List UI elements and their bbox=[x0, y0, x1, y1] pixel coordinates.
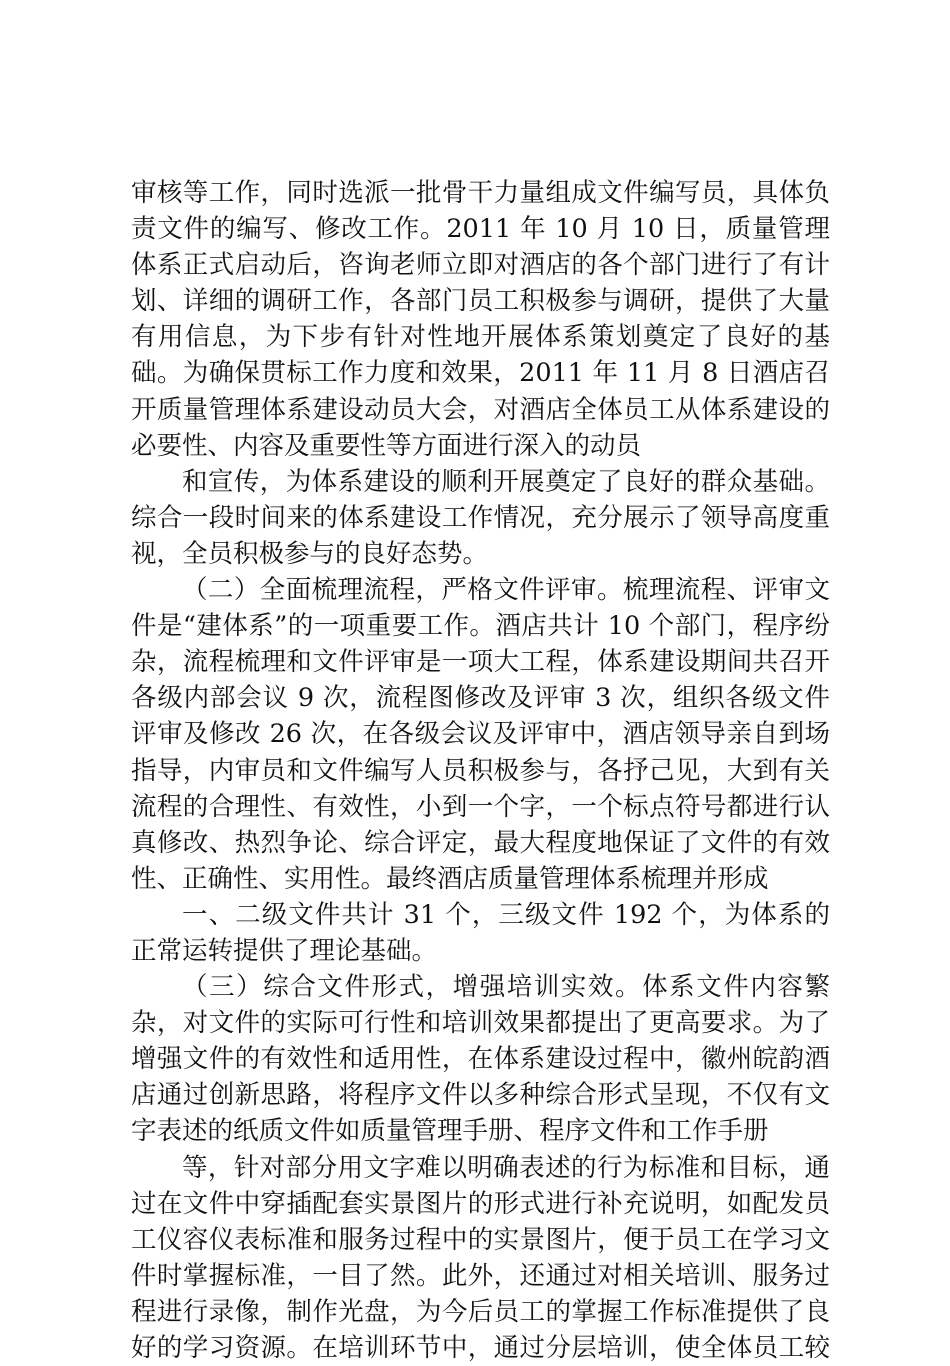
document-body bbox=[131, 175, 830, 1366]
paragraph-3: （二）全面梳理流程，严格文件评审。梳理流程、评审文件是“建体系”的一项重要工作。酒店共计 10 个部门，程序纷杂，流程梳理和文件评审是一项大工程，体系建设期间共召开各级内部会议 9 次，流程图修改及评审 3 次，组织各级文件评审及修改 26 次，在各级会议及评审中，酒店领导亲自到场指导，内审员和文件编写人员积极参与，各抒己见，大到有关流程的合理性、有效性，小到一个字，一个标点符号都进行认真修改、热烈争论、综合评定，最大程度地保证了文件的有效性、正确性、实用性。最终酒店质量管理体系梳理并形成 bbox=[131, 575, 830, 894]
paragraph-4: 一、二级文件共计 31 个，三级文件 192 个，为体系的正常运转提供了理论基础。 bbox=[131, 899, 830, 966]
paragraph-6: 等，针对部分用文字难以明确表述的行为标准和目标，通过在文件中穿插配套实景图片的形式进行补充说明，如配发员工仪容仪表标准和服务过程中的实景图片，便于员工在学习文件时掌握标准，一目了然。此外，还通过对相关培训、服务过程进行录像，制作光盘，为今后员工的掌握工作标准提供了良好的学习资源。在培训环节中，通过分层培训，使全体员工较 bbox=[131, 1152, 830, 1363]
paragraph-5: （三）综合文件形式，增强培训实效。体系文件内容繁杂，对文件的实际可行性和培训效果都提出了更高要求。为了增强文件的有效性和适用性，在体系建设过程中，徽州皖韵酒店通过创新思路，将程序文件以多种综合形式呈现，不仅有文字表述的纸质文件如质量管理手册、程序文件和工作手册 bbox=[131, 972, 830, 1147]
paragraph-2: 和宣传，为体系建设的顺利开展奠定了良好的群众基础。综合一段时间来的体系建设工作情况，充分展示了领导高度重视，全员积极参与的良好态势。 bbox=[131, 466, 830, 569]
paragraph-1: 审核等工作，同时选派一批骨干力量组成文件编写员，具体负责文件的编写、修改工作。2011 年 10 月 10 日，质量管理体系正式启动后，咨询老师立即对酒店的各个部门进行了有计划、详细的调研工作，各部门员工积极参与调研，提供了大量有用信息，为下步有针对性地开展体系策划奠定了良好的基础。为确保贯标工作力度和效果，2011 年 11 月 8 日酒店召开质量管理体系建设动员大会，对酒店全体员工从体系建设的必要性、内容及重要性等方面进行深入的动员 bbox=[131, 178, 830, 461]
